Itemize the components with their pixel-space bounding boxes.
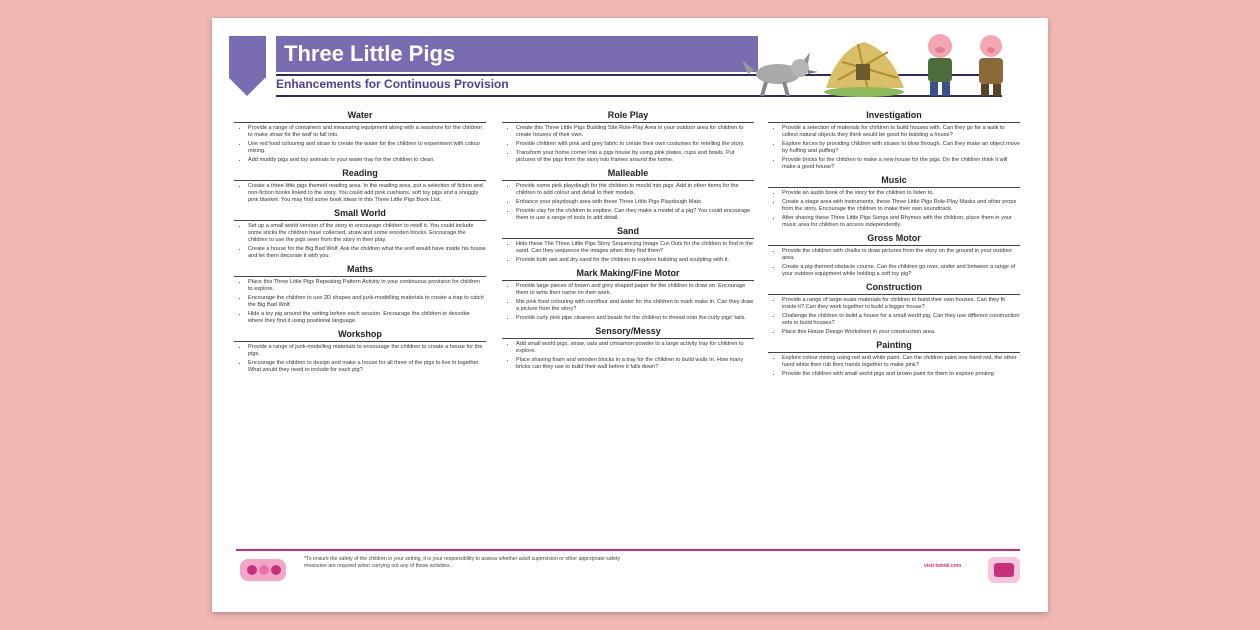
section-sand [502, 226, 754, 264]
bookmark-ribbon [229, 36, 266, 78]
page-subtitle: Enhancements for Continuous Provision [276, 77, 509, 91]
list-item: • Mix pink food colouring with cornflour and water for the children to mark make in. Can they draw a picture from the story? [516, 299, 754, 313]
list-item: • Provide clay for the children to explore. Can they make a model of a pig? You could encourage them to use a range of tools to add detail. [516, 208, 754, 222]
section-divider [768, 245, 1020, 246]
section-heading: Workshop [338, 329, 382, 339]
pig-with-tools-illustration [966, 30, 1016, 102]
section-role-play [502, 110, 754, 164]
list-item: • Transform your home corner into a pigs house by using pink plates, cups and bowls. Put pictures of the pigs from the story into frames around the home. [516, 150, 754, 164]
section-painting [768, 340, 1020, 378]
list-item: • Enhance your playdough area with these Three Little Pigs Playdough Mats. [516, 199, 754, 206]
section-divider [502, 338, 754, 339]
column-right [768, 110, 1020, 382]
list-item: • Provide the children with chalks to draw pictures from the story on the ground in your outdoor area. [782, 248, 1020, 262]
section-construction [768, 282, 1020, 336]
column-middle [502, 110, 754, 375]
section-mark-making [502, 268, 754, 322]
section-heading: Investigation [866, 110, 922, 120]
footer-rule [236, 549, 1020, 551]
section-heading: Painting [876, 340, 912, 350]
list-item: • Provide a selection of materials for children to build houses with. Can they go for a walk to collect natural objects they think would be good for building a house? [782, 125, 1020, 139]
wolf-illustration [738, 30, 818, 102]
section-gross-motor [768, 233, 1020, 278]
worksheet-page [212, 18, 1048, 612]
list-item: • Create a pig-themed obstacle course. Can the children go over, under and between a range of your outdoor equipment while holding a soft toy pig? [782, 264, 1020, 278]
section-heading: Mark Making/Fine Motor [576, 268, 680, 278]
list-item: • Provide a range of large-scale materials for children to build their own houses. Can they fit inside it? Can they work together to build a bigger house? [782, 297, 1020, 311]
list-item: • Set up a small world version of the story to encourage children to retell it. You could include some sticks the children have collected, straw and some wooden blocks. Encourage the children to use the pigs seen from the story in their play. [248, 223, 486, 244]
section-heading: Reading [342, 168, 378, 178]
brand-logo-left [238, 555, 288, 585]
list-item: • Encourage the children to use 2D shapes and junk-modelling materials to create a trap to catch the Big Bad Wolf. [248, 295, 486, 309]
list-item: • Place shaving foam and wooden blocks in a tray for the children to build walls in. How many bricks can they use to build their wall before it falls down? [516, 357, 754, 371]
list-item: • Create a stage area with instruments, these Three Little Pigs Role-Play Masks and other props from the story. Encourage the children to make their own soundtrack. [782, 199, 1020, 213]
section-divider [234, 276, 486, 277]
section-divider [502, 122, 754, 123]
section-heading: Small World [334, 208, 386, 218]
section-divider [502, 280, 754, 281]
section-heading: Sand [616, 226, 639, 236]
section-divider [768, 187, 1020, 188]
section-heading: Sensory/Messy [595, 326, 661, 336]
section-divider [768, 122, 1020, 123]
list-item: • Provide some pink playdough for the children to mould into pigs. Add in other items for the children to add colour and detail to their models. [516, 183, 754, 197]
list-item: • Challenge the children to build a house for a small world pig. Can they use different construction sets to build houses? [782, 313, 1020, 327]
list-item: • Encourage the children to design and make a house for all three of the pigs to live in together. What would they need to include for each pig? [248, 360, 486, 374]
list-item: • Hide a toy pig around the setting before each session. Encourage the children to describe where they find it using positional language. [248, 311, 486, 325]
list-item: • Explore colour mixing using red and white paint. Can the children paint one hand red, the other hand white then rub their hands together to make pink? [782, 355, 1020, 369]
list-item: • Create a house for the Big Bad Wolf. Ask the children what the wolf would have inside his house and let them decorate it with you. [248, 246, 486, 260]
list-item: • Place this House Design Worksheet in your construction area. [782, 329, 1020, 336]
section-divider [502, 180, 754, 181]
section-divider [234, 180, 486, 181]
section-reading [234, 168, 486, 204]
safety-disclaimer: *To ensure the safety of the children in your setting, it is your responsibility to assess whether adult supervision or other appropriate safety measures are required when carrying out any of these activities. [304, 556, 621, 569]
page-title: Three Little Pigs [276, 36, 758, 72]
list-item: • Use red food colouring and straw to create the water for the children to experiment with colour mixing. [248, 141, 486, 155]
list-item: • After sharing these Three Little Pigs Songs and Rhymes with the children, place them in your music area for children to access independently. [782, 215, 1020, 229]
section-heading: Role Play [607, 110, 649, 120]
list-item: • Provide a range of junk-modelling materials to encourage the children to create a house for the pigs. [248, 344, 486, 358]
list-item: • Explore forces by providing children with straws to blow through. Can they make an object move by huffing and puffing? [782, 141, 1020, 155]
list-item: • Provide children with pink and grey fabric to create their own costumes for retelling the story. [516, 141, 754, 148]
section-maths [234, 264, 486, 325]
list-item: • Place this Three Little Pigs Repeating Pattern Activity in your continuous provision for children to explore. [248, 279, 486, 293]
section-investigation [768, 110, 1020, 171]
list-item: • Provide a range of containers and measuring equipment along with a seashore for the children to make straw for the wolf to fall into. [248, 125, 486, 139]
section-small-world [234, 208, 486, 260]
list-item: • Add muddy pigs and toy animals to your water tray for the children to clean. [248, 157, 486, 164]
section-divider [234, 122, 486, 123]
list-item: • Provide large pieces of brown and grey shaped paper for the children to draw on. Encourage them to write their name on their work. [516, 283, 754, 297]
section-heading: Gross Motor [867, 233, 921, 243]
website-link[interactable]: visit twinkl.com [924, 563, 962, 569]
section-heading: Malleable [607, 168, 649, 178]
list-item: • Hide these The Three Little Pigs Story Sequencing Image Cut-Outs for the children to find in the sand. Can they sequence the images when they find them? [516, 241, 754, 255]
list-item: • Provide curly pink pipe cleaners and beads for the children to thread onto the curly pigs' tails. [516, 315, 754, 322]
brand-logo-right [984, 555, 1024, 585]
straw-house-illustration [818, 30, 910, 102]
list-item: • Create a three little pigs themed reading area. In the reading area, put a selection of fiction and non-fiction books linked to the story. You could add pink cushions, soft toy pigs and a snuggly pink blanket. You may find some book ideas in this Three Little Pigs Book List. [248, 183, 486, 204]
section-heading: Construction [866, 282, 922, 292]
section-heading: Music [881, 175, 907, 185]
list-item: • Create this Three Little Pigs Building Site Role-Play Area in your outdoor area for children to create houses of their own. [516, 125, 754, 139]
pig-in-suit-illustration [910, 30, 968, 102]
list-item: • Provide an audio book of the story for the children to listen to. [782, 190, 1020, 197]
section-heading: Maths [346, 264, 373, 274]
list-item: • Add small world pigs, straw, oats and cinnamon powder to a large activity tray for children to explore. [516, 341, 754, 355]
section-divider [768, 352, 1020, 353]
list-item: • Provide bricks for the children to make a new house for the pigs. Do the children think it will make a good house? [782, 157, 1020, 171]
section-heading: Water [347, 110, 373, 120]
column-left [234, 110, 486, 378]
section-malleable [502, 168, 754, 222]
section-water [234, 110, 486, 164]
section-music [768, 175, 1020, 229]
list-item: • Provide both wet and dry sand for the children to explore building and sculpting with it. [516, 257, 754, 264]
section-divider [502, 238, 754, 239]
section-divider [234, 341, 486, 342]
list-item: • Provide the children with small world pigs and brown paint for them to explore printing. [782, 371, 1020, 378]
section-sensory-messy [502, 326, 754, 371]
section-divider [234, 220, 486, 221]
section-workshop [234, 329, 486, 374]
section-divider [768, 294, 1020, 295]
